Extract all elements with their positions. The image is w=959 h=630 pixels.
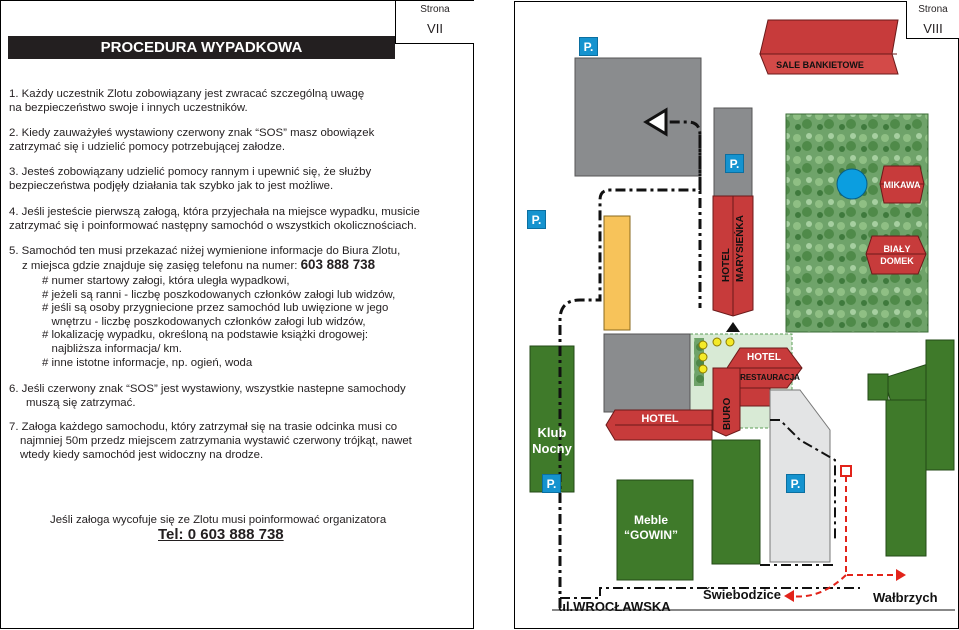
- label-bialy: BIAŁY: [883, 244, 911, 254]
- item-1-line-1: 1. Każdy uczestnik Zlotu zobowiązany jest zwracać szczególną uwagę: [9, 88, 365, 100]
- bullet: # jeżeli są ranni - liczbę poszkodowanych członków załogi lub widzów,: [42, 288, 396, 301]
- page-label: Strona: [918, 4, 948, 15]
- label-walbrzych: Wałbrzych: [873, 590, 938, 605]
- yellow-building: [604, 216, 630, 330]
- gray-building-top-left: [575, 58, 701, 176]
- arrow-swiebodzice-icon: [784, 590, 794, 602]
- label-hotel-marysienka-2: MARYSIEŃKA: [735, 215, 746, 282]
- pond: [837, 169, 867, 199]
- bullet: # jeśli są osoby przygniecione przez samochód lub uwięzione w jego: [42, 302, 389, 315]
- lamp: [699, 365, 707, 373]
- item-2-line-2: zatrzymać się i udzielić pomocy potrzebującej załodze.: [9, 141, 286, 153]
- green-building-mid: [712, 440, 760, 564]
- lamp: [726, 338, 734, 346]
- item-5-phone-prefix: z miejsca gdzie znajduje się zasięg telefonu na numer:: [22, 260, 301, 272]
- parking-icon: P.: [579, 37, 598, 56]
- label-swiebodzice: Świebodzice: [703, 587, 782, 602]
- item-1-line-2: na bezpieczeństwo swoje i innych uczestników.: [9, 102, 248, 114]
- item-6-line-2: muszą się zatrzymać.: [26, 397, 136, 409]
- label-hotel-lower: HOTEL: [641, 413, 679, 425]
- item-2-line-1: 2. Kiedy zauważyłeś wystawiony czerwony znak “SOS” masz obowiązek: [9, 127, 375, 139]
- start-marker: [841, 466, 851, 476]
- item-3-line-1: 3. Jesteś zobowiązany udzielić pomocy rannym i upewnić się, że służby: [9, 166, 372, 178]
- label-mikawa: MIKAWA: [883, 180, 921, 190]
- page-number: VIII: [923, 21, 943, 36]
- bullet: najbliższa informacja/ km.: [42, 342, 182, 355]
- item-7-line-2: najmniej 50m przedz miejscem zatrzymania wystawić czerwony trójkąt, nawet: [20, 435, 412, 447]
- parking-icon: P.: [527, 210, 546, 229]
- label-restauracja: RESTAURACJA: [740, 373, 800, 382]
- item-4-line-2: zatrzymać się i poinformować następny samochód o wszystkich okolicznościach.: [9, 220, 417, 232]
- label-hotel-main: HOTEL: [747, 352, 781, 363]
- item-5-phone: 603 888 738: [300, 257, 376, 272]
- bialy-domek-building: [866, 236, 926, 274]
- item-7-line-3: wtedy kiedy samochód jest widoczny na drodze.: [20, 449, 264, 461]
- parking-icon: P.: [542, 474, 561, 493]
- bullet: # lokalizację wypadku, określoną na podstawie książki drogowej:: [42, 329, 369, 342]
- label-hotel-marysienka-1: HOTEL: [721, 248, 732, 282]
- up-arrow-icon: [726, 322, 740, 332]
- withdrawal-note: Jeśli załoga wycofuje się ze Zlotu musi poinformować organizatora: [50, 514, 387, 526]
- bullet: # numer startowy załogi, która uległa wypadkowi,: [42, 275, 290, 287]
- label-biuro: BIURO: [722, 397, 733, 430]
- lamp: [699, 353, 707, 361]
- page-number: VII: [427, 21, 443, 36]
- green-building-right-2: [886, 400, 926, 556]
- label-nocny: Nocny: [532, 441, 572, 456]
- park-area: [786, 114, 928, 332]
- parking-icon: P.: [786, 474, 805, 493]
- item-7-line-1: 7. Załoga każdego samochodu, który zatrzymał się na trasie odcinka musi co: [9, 421, 398, 433]
- item-6-line-1: 6. Jeśli czerwony znak “SOS” jest wystawiony, wszystkie nastepne samochody: [9, 383, 406, 395]
- parking-icon: P.: [725, 154, 744, 173]
- label-gowin: “GOWIN”: [624, 528, 678, 542]
- bullet: wnętrzu - liczbę poszkodowanych członków załogi lub widzów,: [42, 315, 366, 328]
- arrow-walbrzych-icon: [896, 569, 906, 581]
- page-label: Strona: [420, 4, 450, 15]
- klub-nocny-building: [530, 346, 574, 492]
- label-sale-bankietowe: SALE BANKIETOWE: [776, 60, 864, 70]
- item-3-line-2: bezpieczeństwa podjęły działania tak szybko jak to jest możliwe.: [9, 180, 334, 192]
- label-ul-wroclawska: ul.WROCŁAWSKA: [558, 599, 671, 614]
- green-building-right-4: [926, 340, 954, 470]
- lamp: [713, 338, 721, 346]
- lamp: [699, 341, 707, 349]
- label-meble: Meble: [633, 513, 669, 527]
- bullet: # inne istotne informacje, np. ogień, woda: [42, 356, 253, 369]
- page-title: PROCEDURA WYPADKOWA: [100, 39, 303, 56]
- sale-bankietowe-building: [760, 20, 898, 54]
- green-building-right-3: [868, 374, 888, 400]
- label-domek: DOMEK: [880, 256, 914, 266]
- gray-building-hotel: [604, 334, 690, 412]
- label-klub: Klub: [537, 425, 567, 440]
- item-5-line-1: 5. Samochód ten musi przekazać niżej wymienione informacje do Biura Zlotu,: [9, 245, 401, 257]
- organizer-phone: Tel: 0 603 888 738: [158, 526, 284, 543]
- item-4-line-1: 4. Jeśli jesteście pierwszą załogą, która przyjechała na miejsce wypadku, musicie: [9, 206, 420, 218]
